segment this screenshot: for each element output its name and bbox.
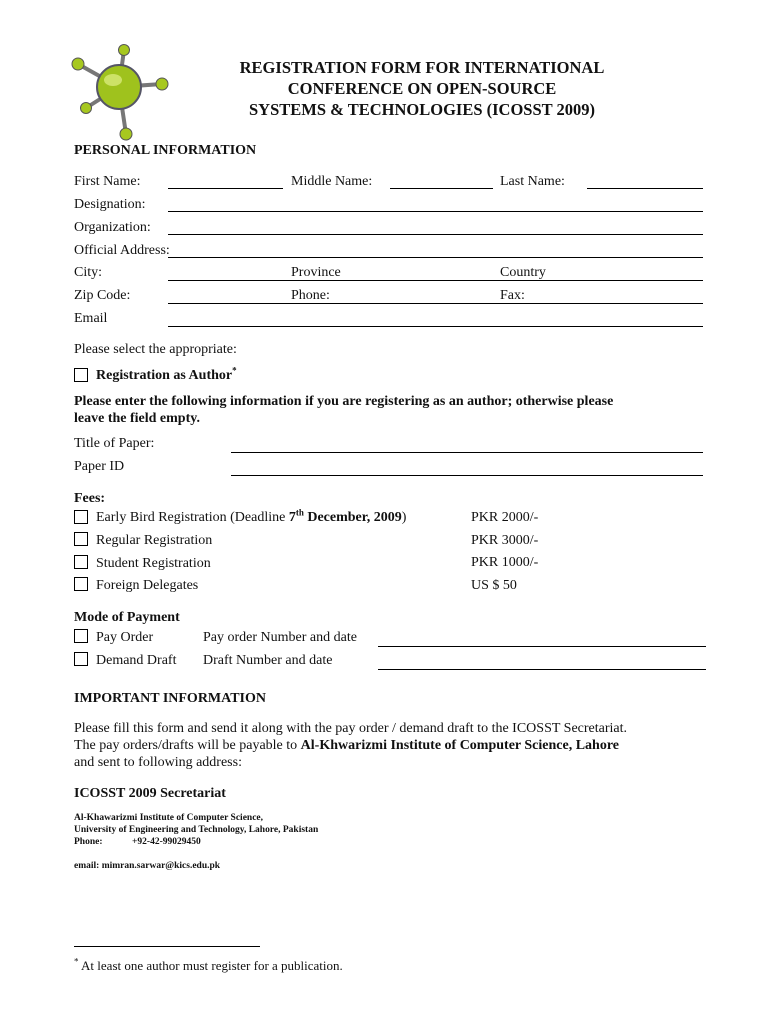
title-line-2: CONFERENCE ON OPEN-SOURCE	[287, 79, 557, 98]
secretariat-heading: ICOSST 2009 Secretariat	[74, 786, 226, 801]
demand-draft-detail-field[interactable]	[378, 669, 706, 670]
personal-info-heading: PERSONAL INFORMATION	[74, 143, 257, 158]
last-name-field[interactable]	[587, 188, 703, 189]
form-title	[200, 57, 644, 120]
early-bird-label: Early Bird Registration (Deadline 7th December, 2009)	[96, 507, 407, 525]
middle-name-field[interactable]	[390, 188, 493, 189]
student-registration-label: Student Registration	[96, 556, 211, 571]
pay-order-detail-field[interactable]	[378, 646, 706, 647]
official-address-label: Official Address:	[74, 243, 170, 258]
zip-code-label: Zip Code:	[74, 288, 131, 303]
student-registration-checkbox[interactable]	[74, 555, 88, 569]
paper-id-label: Paper ID	[74, 459, 125, 474]
paper-id-field[interactable]	[231, 475, 703, 476]
country-label: Country	[500, 265, 546, 280]
phone-label: Phone:	[291, 288, 330, 303]
pay-order-detail-label: Pay order Number and date	[203, 630, 357, 645]
last-name-label: Last Name:	[500, 174, 565, 189]
official-address-field[interactable]	[168, 257, 703, 258]
footnote-mark: *	[74, 956, 79, 967]
secretariat-phone-label: Phone:	[74, 837, 103, 847]
important-info-line-3: and sent to following address:	[74, 755, 242, 770]
author-footnote-mark: *	[232, 365, 237, 376]
city-province-country-field[interactable]	[168, 280, 703, 281]
zip-phone-fax-field[interactable]	[168, 303, 703, 304]
organization-label: Organization:	[74, 220, 151, 235]
secretariat-institute: Al-Khawarizmi Institute of Computer Science,	[74, 813, 264, 823]
important-info-line-1: Please fill this form and send it along with the pay order / demand draft to the ICOSST Secretariat.	[74, 721, 627, 736]
important-info-heading: IMPORTANT INFORMATION	[74, 691, 267, 706]
email-field[interactable]	[168, 326, 703, 327]
author-registration-label: Registration as Author*	[96, 365, 237, 383]
regular-registration-price: PKR 3000/-	[471, 533, 539, 548]
early-bird-checkbox[interactable]	[74, 510, 88, 524]
email-label: Email	[74, 311, 108, 326]
secretariat-email: email: mimran.sarwar@kics.edu.pk	[74, 861, 221, 871]
early-bird-price: PKR 2000/-	[471, 510, 539, 525]
payment-heading: Mode of Payment	[74, 610, 180, 625]
title-line-3: SYSTEMS & TECHNOLOGIES (ICOSST 2009)	[249, 100, 595, 119]
pay-order-label: Pay Order	[96, 630, 154, 645]
city-label: City:	[74, 265, 103, 280]
secretariat-phone: +92-42-99029450	[132, 837, 201, 847]
province-label: Province	[291, 265, 341, 280]
organization-field[interactable]	[168, 234, 703, 235]
foreign-delegates-price: US $ 50	[471, 578, 517, 593]
footnote-text: At least one author must register for a publication.	[81, 958, 343, 973]
student-registration-price: PKR 1000/-	[471, 555, 539, 570]
middle-name-label: Middle Name:	[291, 174, 373, 189]
select-prompt: Please select the appropriate:	[74, 342, 237, 357]
designation-field[interactable]	[168, 211, 703, 212]
demand-draft-checkbox[interactable]	[74, 652, 88, 666]
author-note-line-1: Please enter the following information if you are registering as an author; otherwise please	[74, 394, 614, 409]
paper-title-label: Title of Paper:	[74, 436, 155, 451]
title-line-1: REGISTRATION FORM FOR INTERNATIONAL	[239, 58, 605, 77]
demand-draft-label: Demand Draft	[96, 653, 177, 668]
fax-label: Fax:	[500, 288, 525, 303]
paper-title-field[interactable]	[231, 452, 703, 453]
regular-registration-label: Regular Registration	[96, 533, 213, 548]
demand-draft-detail-label: Draft Number and date	[203, 653, 333, 668]
first-name-label: First Name:	[74, 174, 141, 189]
author-note-line-2: leave the field empty.	[74, 411, 200, 426]
fees-heading: Fees:	[74, 491, 106, 506]
conference-logo	[64, 42, 174, 147]
footnote	[74, 957, 343, 974]
regular-registration-checkbox[interactable]	[74, 532, 88, 546]
secretariat-university: University of Engineering and Technology, Lahore, Pakistan	[74, 825, 319, 835]
pay-order-checkbox[interactable]	[74, 629, 88, 643]
footnote-divider	[74, 946, 260, 947]
designation-label: Designation:	[74, 197, 146, 212]
foreign-delegates-checkbox[interactable]	[74, 577, 88, 591]
important-info-line-2: The pay orders/drafts will be payable to Al-Khwarizmi Institute of Computer Science, Lahore	[74, 738, 619, 753]
foreign-delegates-label: Foreign Delegates	[96, 578, 199, 593]
first-name-field[interactable]	[168, 188, 283, 189]
author-registration-checkbox[interactable]	[74, 368, 88, 382]
